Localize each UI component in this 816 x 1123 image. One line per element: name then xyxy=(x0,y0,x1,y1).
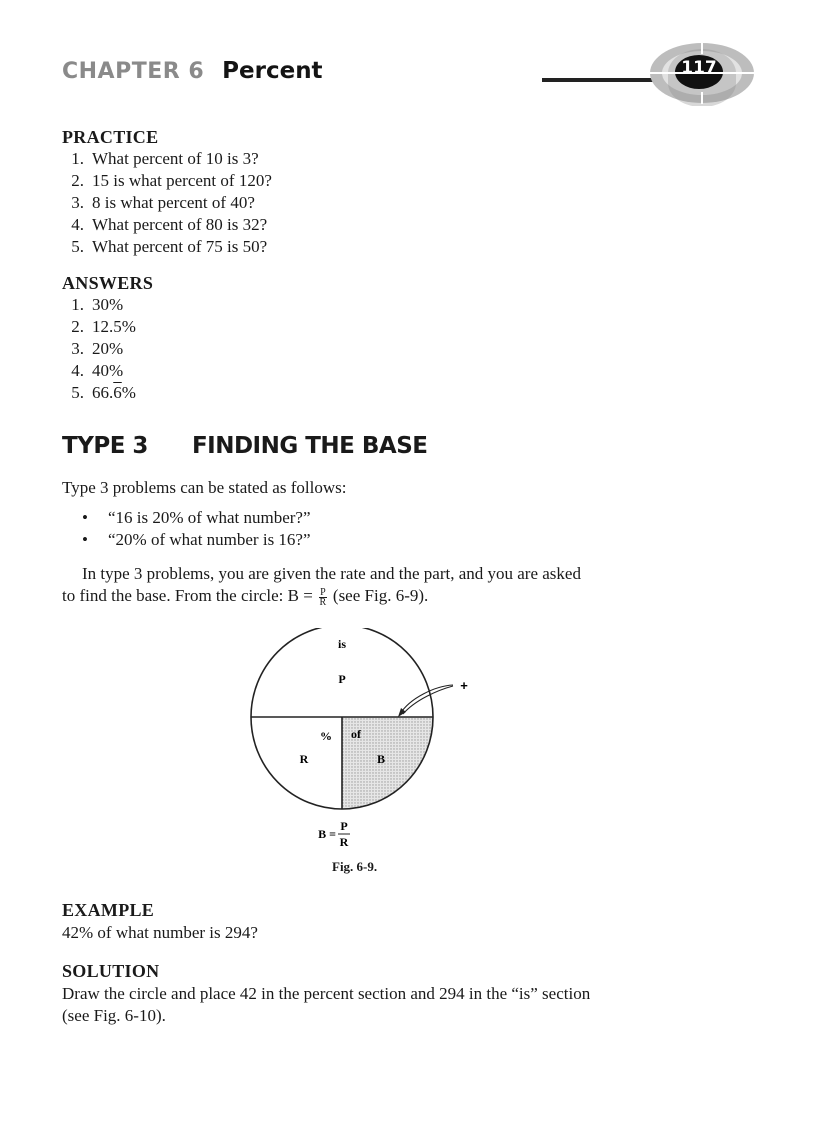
item-number: 2. xyxy=(71,317,84,336)
label-base: B xyxy=(376,752,386,766)
example-text: 42% of what number is 294? xyxy=(62,923,258,942)
item-text: 8 is what percent of 40? xyxy=(92,193,255,212)
para-text: (see Fig. 6-9). xyxy=(328,586,429,605)
repeating-digit: 6 xyxy=(113,383,122,402)
list-item xyxy=(62,294,136,316)
list-item xyxy=(62,236,272,258)
item-text: 20% xyxy=(92,339,124,358)
figure-caption: Fig. 6-9. xyxy=(332,859,378,874)
bullet-text: “20% of what number is 16?” xyxy=(108,530,311,549)
practice-list xyxy=(62,148,272,258)
list-item xyxy=(62,148,272,170)
fraction-numerator: P xyxy=(320,586,326,598)
label-part: P xyxy=(338,672,346,686)
label-plus: + xyxy=(460,678,468,693)
label-of: of xyxy=(351,727,361,741)
percent-circle-diagram xyxy=(240,628,480,856)
example-heading: EXAMPLE xyxy=(62,900,155,920)
bullet-text: “16 is 20% of what number?” xyxy=(108,508,311,527)
bullet-icon: • xyxy=(82,508,88,527)
item-text: What percent of 80 is 32? xyxy=(92,215,268,234)
para-text: to find the base. From the circle: B = xyxy=(62,586,318,605)
body-paragraph-line xyxy=(62,585,428,607)
arrow-head-icon xyxy=(398,708,406,717)
answers-heading: ANSWERS xyxy=(62,273,154,293)
formula-numerator: P xyxy=(340,819,348,833)
arrow-line xyxy=(400,685,453,714)
percent-sign: % xyxy=(121,383,136,402)
item-text: What percent of 75 is 50? xyxy=(92,237,268,256)
running-header xyxy=(62,58,323,84)
solution-line: Draw the circle and place 42 in the percent section and 294 in the “is” section xyxy=(62,984,591,1003)
item-number: 3. xyxy=(71,339,84,358)
item-text: 30% xyxy=(92,295,124,314)
bullet-list xyxy=(82,507,311,551)
item-number: 4. xyxy=(71,361,84,380)
list-item xyxy=(62,316,136,338)
formula-denominator: R xyxy=(339,835,349,849)
page-number: 117 xyxy=(681,58,717,78)
chapter-label: CHAPTER 6 xyxy=(62,59,205,84)
item-number: 4. xyxy=(71,215,84,234)
answers-list xyxy=(62,294,136,404)
solution-line: (see Fig. 6-10). xyxy=(62,1006,166,1025)
item-text: 12.5% xyxy=(92,317,136,336)
practice-heading: PRACTICE xyxy=(62,127,159,147)
type-label: TYPE 3 xyxy=(62,433,148,459)
item-text: What percent of 10 is 3? xyxy=(92,149,259,168)
list-item xyxy=(62,170,272,192)
list-item xyxy=(82,529,311,551)
body-paragraph-line: In type 3 problems, you are given the rate and the part, and you are asked xyxy=(82,564,581,583)
section-title: Percent xyxy=(222,58,323,84)
label-is: is xyxy=(337,637,347,651)
list-item xyxy=(62,192,272,214)
item-number: 1. xyxy=(71,295,84,314)
item-number: 3. xyxy=(71,193,84,212)
label-percent: % xyxy=(320,729,332,743)
item-text: 40% xyxy=(92,361,124,380)
arrow-line xyxy=(403,686,453,714)
section-heading xyxy=(62,433,428,459)
intro-text: Type 3 problems can be stated as follows: xyxy=(62,478,347,497)
item-number: 2. xyxy=(71,171,84,190)
list-item xyxy=(82,507,311,529)
list-item xyxy=(62,214,272,236)
item-text: 66. xyxy=(92,383,114,402)
fraction-denominator: R xyxy=(319,596,327,608)
label-rate: R xyxy=(299,752,309,766)
list-item xyxy=(62,382,136,404)
fraction xyxy=(319,588,327,607)
list-item xyxy=(62,360,136,382)
formula-left: B = xyxy=(318,827,336,841)
solution-heading: SOLUTION xyxy=(62,961,160,981)
type-title: FINDING THE BASE xyxy=(191,433,428,459)
item-text: 15 is what percent of 120? xyxy=(92,171,272,190)
item-number: 1. xyxy=(71,149,84,168)
item-number: 5. xyxy=(71,237,84,256)
item-number: 5. xyxy=(71,383,84,402)
list-item xyxy=(62,338,136,360)
bullet-icon: • xyxy=(82,530,88,549)
